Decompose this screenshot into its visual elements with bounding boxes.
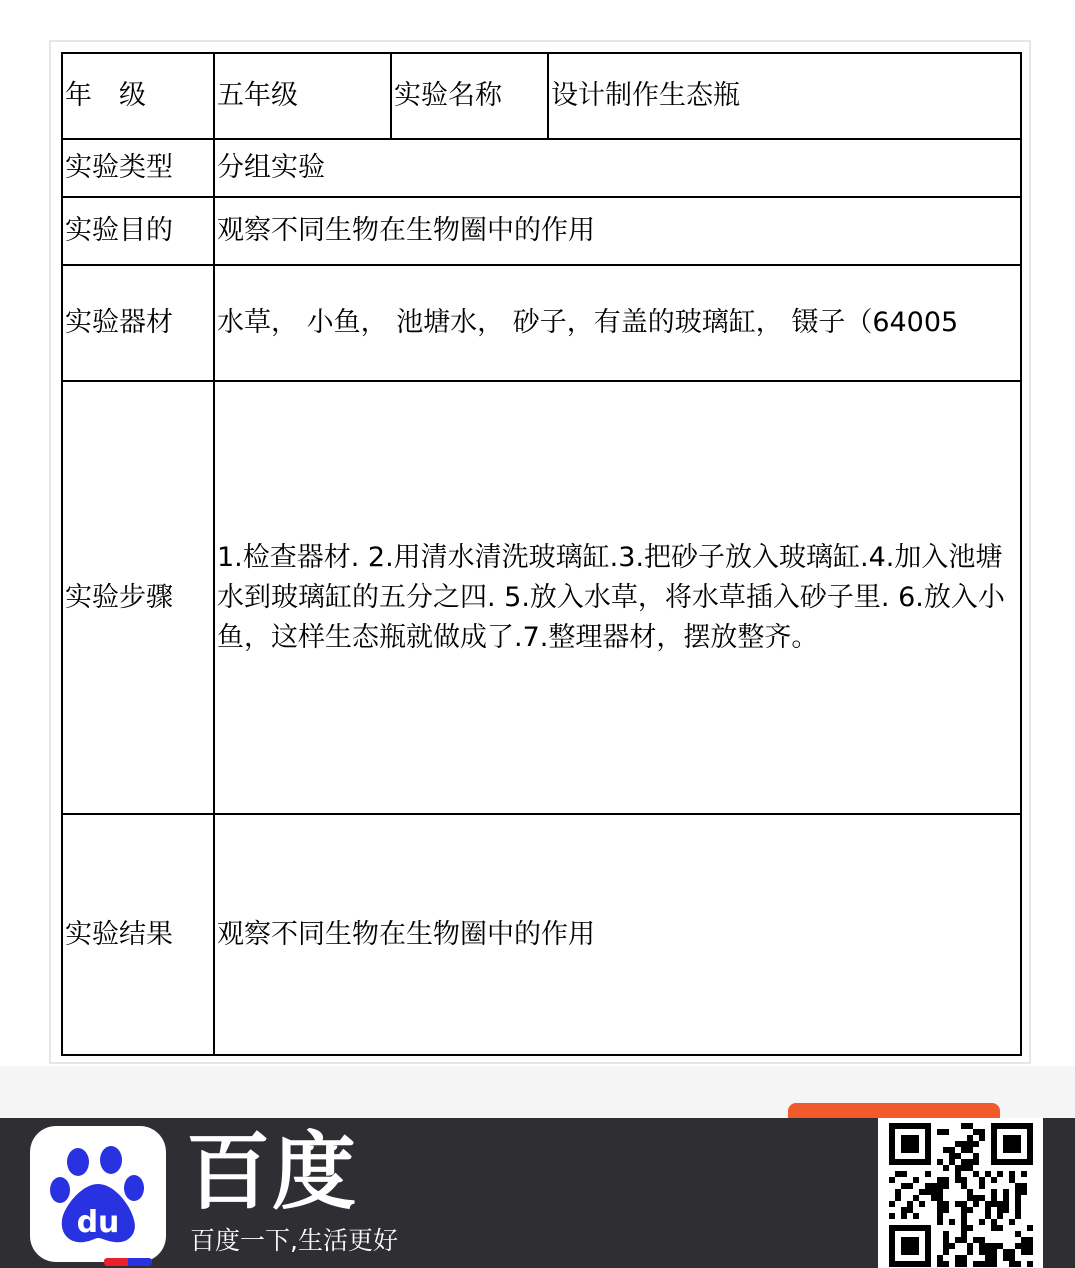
table-row (62, 814, 1021, 1055)
paw-logo-graphic (48, 1140, 148, 1248)
experiment-materials-label: 实验器材 (62, 265, 214, 381)
baidu-paw-icon[interactable] (30, 1126, 166, 1262)
experiment-type-value: 分组实验 (214, 139, 1021, 197)
experiment-purpose-value: 观察不同生物在生物圈中的作用 (214, 197, 1021, 265)
experiment-steps-label: 实验步骤 (62, 381, 214, 814)
qr-code-graphic (886, 1122, 1036, 1268)
experiment-type-label: 实验类型 (62, 139, 214, 197)
experiment-result-value: 观察不同生物在生物圈中的作用 (214, 814, 1021, 1055)
experiment-result-label: 实验结果 (62, 814, 214, 1055)
brand-name: 百度 (186, 1123, 359, 1221)
experiment-name-label: 实验名称 (391, 53, 548, 139)
table-row (62, 381, 1021, 814)
table-row (62, 197, 1021, 265)
icon-color-bar (104, 1258, 152, 1266)
qr-code-icon[interactable] (878, 1118, 1043, 1268)
table-row (62, 53, 1021, 139)
grade-value: 五年级 (214, 53, 391, 139)
experiment-steps-value: 1.检查器材. 2.用清水清洗玻璃缸.3.把砂子放入玻璃缸.4.加入池塘水到玻璃缸的五分之四. 5.放入水草，将水草插入砂子里. 6.放入小鱼，这样生态瓶就做成了.7.整理器材，摆放整齐。 (214, 381, 1021, 814)
paw-du-text: du (76, 1205, 120, 1240)
brand-slogan: 百度一下,生活更好 (190, 1226, 398, 1255)
experiment-record-table (61, 52, 1022, 1056)
experiment-materials-value: 水草， 小鱼， 池塘水， 砂子，有盖的玻璃缸， 镊子（64005 (214, 265, 1021, 381)
experiment-name-value: 设计制作生态瓶 (548, 53, 1021, 139)
experiment-purpose-label: 实验目的 (62, 197, 214, 265)
baidu-app-banner[interactable] (0, 1118, 1075, 1268)
grade-label: 年 级 (62, 53, 214, 139)
table-row (62, 265, 1021, 381)
table-row (62, 139, 1021, 197)
